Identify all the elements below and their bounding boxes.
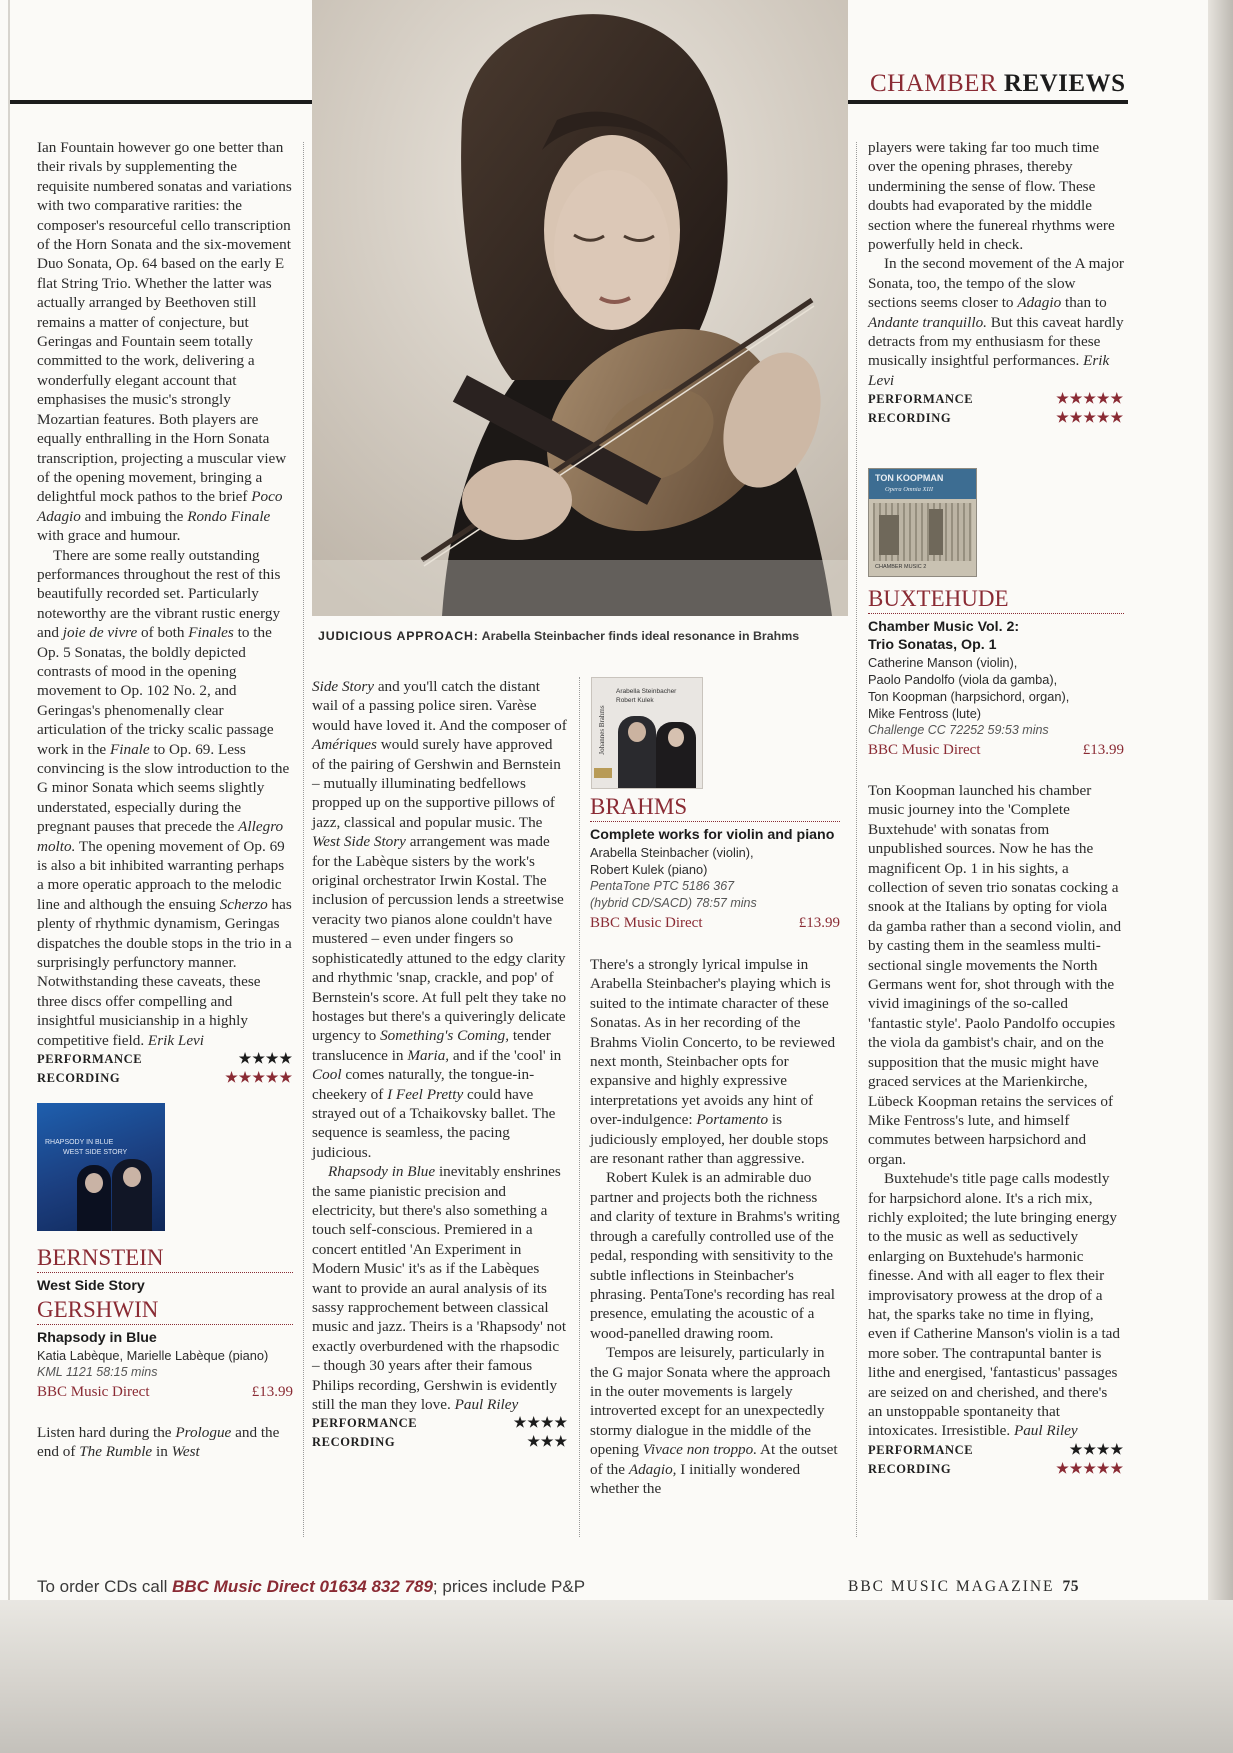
price: £13.99	[798, 915, 840, 931]
section-heading-word-1: CHAMBER	[870, 70, 998, 97]
review-info-brahms	[590, 794, 840, 933]
performers: Catherine Manson (violin),	[868, 655, 1018, 670]
album-cover-buxtehude	[868, 468, 977, 577]
performers: Katia Labèque, Marielle Labèque (piano)	[37, 1348, 269, 1363]
performers: Robert Kulek (piano)	[590, 862, 708, 877]
review-paragraph: Rhapsody in Blue inevitably enshrines the same pianistic precision and electricity, but there's also something a touch self-conscious. Premiered in a concert entitled 'An Experiment in Modern Music' it's as if the Labèques want to provide an aural analysis of its sassy rapprochement between classical music and jazz. Theirs is a 'Rhapsody' not exactly overburdened with the rhapsodic – though 30 years after their famous Philips recording, Gershwin is evidently still the man they love. Paul Riley	[312, 1163, 567, 1414]
rating-stars: ★★★	[527, 1435, 568, 1451]
rating-stars: ★★★★	[1069, 1442, 1124, 1458]
price: £13.99	[251, 1384, 293, 1400]
order-line: BBC Music Direct £13.99	[37, 1384, 293, 1400]
reviewer-name: Erik Levi	[868, 352, 1110, 389]
order-line: BBC Music Direct £13.99	[590, 915, 840, 931]
performers: Ton Koopman (harpsichord, organ),	[868, 689, 1070, 704]
review-paragraph: Tempos are leisurely, particularly in the G major Sonata where the approach in the outer movements is largely introverted except for an unexpectedly stormy dialogue in the middle of the opening Vivace non troppo. At the outset of the Adagio, I initially wondered whether the	[590, 1344, 838, 1497]
price: £13.99	[1082, 742, 1124, 758]
cover-text: Johannes Brahms	[598, 705, 606, 755]
scan-edge-right	[1208, 0, 1233, 1640]
gutter-line	[8, 0, 10, 1600]
review-paragraph: Buxtehude's title page calls modestly for harpsichord alone. It's a rich mix, richly exploited; the lute bringing energy to the music as well as seductively enlarging on Buxtehude's harmonic finesse. And with all eager to flex their improvisatory prowess at the drop of a hat, the sparks take no time in flying, even if Catherine Manson's violin is a tad more sober. The contrapuntal banter is lithe and energised, 'fantasticus' passages are seized on and cherished, and there's an unstoppable spontaneity that intoxicates. Irresistible. Paul Riley	[868, 1170, 1121, 1440]
cover-text: Opera Omnia XIII	[885, 486, 934, 493]
column-divider	[856, 142, 857, 1537]
recording-rating: RECORDING ★★★★★	[868, 409, 1124, 428]
cover-text: Robert Kulek	[616, 697, 654, 704]
reviewer-name: Erik Levi	[147, 1031, 205, 1049]
caption-text: Arabella Steinbacher finds ideal resonance in Brahms	[478, 629, 800, 643]
order-phone: BBC Music Direct 01634 832 789	[172, 1577, 433, 1596]
performers: Arabella Steinbacher (violin),	[590, 845, 754, 860]
top-rule-left	[10, 100, 318, 104]
cover-text: CHAMBER MUSIC 2	[875, 564, 927, 570]
magazine-name: BBC MUSIC MAGAZINE	[848, 1578, 1055, 1595]
rating-stars: ★★★★★	[225, 1070, 293, 1086]
performers: Mike Fentross (lute)	[868, 706, 982, 721]
work-title: West Side Story	[37, 1278, 145, 1294]
performance-rating: PERFORMANCE ★★★★	[868, 1441, 1124, 1460]
column-2	[312, 677, 568, 1452]
cover-text: Arabella Steinbacher	[616, 688, 677, 695]
section-heading-word-2: REVIEWS	[1003, 70, 1126, 97]
rating-stars: ★★★★★	[1056, 392, 1124, 408]
magazine-footer	[848, 1578, 1079, 1596]
review-paragraph: There are some really outstanding performances throughout the rest of this beautifully recorded set. Particularly noteworthy are the vibrant rustic energy and joie de vivre of both Finales to the Op. 5 Sonatas, the boldly depicted contrasts of mood in the opening movement to Op. 102 No. 2, and Geringas's phenomenally clear articulation of the tricky scalic passage work in the Finale to Op. 69. Less convincing is the slow introduction to the G minor Sonata which seems slightly understated, especially during the pregnant pauses that precede the Allegro molto. The opening movement of Op. 69 is also a bit inhibited warranting perhaps a more operatic approach to the melodic line and although the ensuing Scherzo has plenty of rhythmic dynamism, Geringas dispatches the double stops in the trio in a surprisingly perfunctory manner. Notwithstanding these caveats, these three discs offer compelling and insightful musicianship in a highly competitive field. Erik Levi	[37, 546, 292, 1049]
review-paragraph: Robert Kulek is an admirable duo partner and projects both the richness and clarity of texture in Brahms's writing through a carefully controlled use of the pedal, responding with sensitivity to the subtle inflections in Steinbacher's phrasing. PentaTone's recording has real presence, emulating the acoustic of a wood-panelled drawing room.	[590, 1169, 840, 1342]
reviewer-name: Paul Riley	[454, 1396, 519, 1414]
work-title: Chamber Music Vol. 2:	[868, 619, 1020, 635]
order-line: BBC Music Direct £13.99	[868, 742, 1124, 758]
performance-rating: PERFORMANCE ★★★★	[37, 1050, 293, 1069]
review-info-buxtehude	[868, 586, 1124, 760]
order-footer: To order CDs call BBC Music Direct 01634 832 789; prices include P&P	[37, 1577, 586, 1596]
review-paragraph: players were taking far too much time over the opening phrases, thereby undermining the sense of flow. These doubts had evaporated by the middle section where the funereal rhythms were powerfully held in check.	[868, 139, 1115, 254]
review-paragraph: Side Story and you'll catch the distant wail of a passing police siren. Varèse would have loved it. And the composer of Amériques would surely have approved of the pairing of Gershwin and Bernstein – mutually illuminating bedfellows propped up on the supportive pillows of jazz, classical and popular music. The West Side Story arrangement was made for the Labèque sisters by the work's original orchestrator Irwin Kostal. The inclusion of percussion lends a streetwise veracity two pianos alone couldn't have mustered – even under fingers so sophisticatedly attuned to the edgy clarity and rhythmic 'snap, crackle, and pop' of Bernstein's score. At full pelt they take no hostages but there's a quiveringly delicate urgency to Something's Coming, tender translucence in Maria, and if the 'cool' in Cool comes naturally, the tongue-in-cheekery of I Feel Pretty could have strayed out of a Tchaikovsky ballet. The sequence is seamless, the pacing judicious.	[312, 678, 567, 1161]
cover-text: RHAPSODY IN BLUE	[45, 1139, 114, 1146]
catalogue-number: Challenge CC 72252 59:53 mins	[868, 723, 1049, 737]
composer-name: BUXTEHUDE	[868, 586, 1124, 614]
column-3	[590, 955, 840, 1498]
review-paragraph: Listen hard during the Prologue and the end of The Rumble in West	[37, 1424, 280, 1461]
performers: Paolo Pandolfo (viola da gamba),	[868, 672, 1058, 687]
cover-text: TON KOOPMAN	[875, 473, 944, 483]
review-paragraph: In the second movement of the A major Sonata, too, the tempo of the slow sections seems closer to Adagio than to Andante tranquillo. But this caveat hardly detracts from my enthusiasm for these musically insightful performances. Erik Levi	[868, 255, 1124, 389]
review-paragraph: There's a strongly lyrical impulse in Arabella Steinbacher's playing which is suited to the intimate character of these Sonatas. As in her recording of the Brahms Violin Concerto, to be reviewed next month, Steinbacher opts for expansive and highly expressive interpretations yet avoids any hint of over-indulgence: Portamento is judiciously employed, her double stops are resonant rather than aggressive.	[590, 956, 836, 1168]
catalogue-number: (hybrid CD/SACD) 78:57 mins	[590, 896, 757, 910]
rating-stars: ★★★★★	[1056, 1461, 1124, 1477]
rating-stars: ★★★★	[513, 1416, 568, 1432]
reviewer-name: Paul Riley	[1013, 1422, 1078, 1440]
review-info-bernstein	[37, 1245, 293, 1462]
recording-rating: RECORDING ★★★★★	[868, 1460, 1124, 1479]
column-divider	[579, 677, 580, 1537]
recording-rating: RECORDING ★★★★★	[37, 1069, 293, 1088]
column-4	[868, 138, 1124, 428]
catalogue-number: PentaTone PTC 5186 367	[590, 879, 735, 893]
work-title: Rhapsody in Blue	[37, 1330, 157, 1346]
review-paragraph: Ton Koopman launched his chamber music journey into the 'Complete Buxtehude' with sonatas from unpublished sources. Now he has the magnificent Op. 1 in his sights, a collection of seven trio sonatas cocking a snook at the Italians by opting for viola da gamba rather than a second violin, and by casting them in the seamless multi-sectional single movements the North Germans went for, shot through with the vivid imaginings of the so-called 'fantastic style'. Paolo Pandolfo occupies the viola da gambist's chair, and on the supposition that the music might have graced services at the Marienkirche, Lübeck Koopman retains the services of Mike Fentross's lute, and himself commutes between harpsichord and organ.	[868, 782, 1122, 1168]
top-rule-right	[848, 100, 1128, 104]
column-4-lower	[868, 781, 1124, 1479]
work-title: Complete works for violin and piano	[590, 827, 835, 843]
caption-lead: JUDICIOUS APPROACH:	[318, 629, 479, 643]
composer-name: BERNSTEIN	[37, 1245, 293, 1273]
section-heading	[870, 70, 1125, 98]
rating-stars: ★★★★★	[1056, 411, 1124, 427]
column-1	[37, 138, 293, 1088]
violinist-photo	[312, 0, 848, 616]
composer-name: BRAHMS	[590, 794, 840, 822]
rating-stars: ★★★★	[238, 1051, 293, 1067]
column-divider	[303, 142, 304, 1537]
catalogue-number: KML 1121 58:15 mins	[37, 1365, 158, 1379]
review-paragraph: Ian Fountain however go one better than their rivals by supplementing the requisite numbered sonatas and variations with two comparative rarities: the composer's resourceful cello transcription of the Horn Sonata and the six-movement Duo Sonata, Op. 64 based on the early E flat String Trio. Whether the latter was actually arranged by Beethoven still remains a matter of conjecture, but Geringas and Fountain seem totally committed to the work, delivering a wonderfully elegant account that emphasises the music's strongly Mozartian features. Both players are equally enthralling in the Horn Sonata transcription, projecting a muscular view of the opening movement, bringing a delightful mock pathos to the brief Poco Adagio and imbuing the Rondo Finale with grace and humour.	[37, 139, 292, 545]
scan-edge-bottom	[0, 1600, 1233, 1753]
work-title: Trio Sonatas, Op. 1	[868, 637, 997, 653]
composer-name: GERSHWIN	[37, 1297, 293, 1325]
performance-rating: PERFORMANCE ★★★★	[312, 1414, 568, 1433]
page-number: 75	[1062, 1578, 1080, 1595]
cover-text: WEST SIDE STORY	[63, 1149, 128, 1156]
album-cover-brahms	[591, 677, 703, 789]
recording-rating: RECORDING ★★★	[312, 1433, 568, 1452]
photo-caption	[318, 629, 848, 643]
performance-rating: PERFORMANCE ★★★★★	[868, 390, 1124, 409]
album-cover-bernstein	[37, 1103, 165, 1231]
